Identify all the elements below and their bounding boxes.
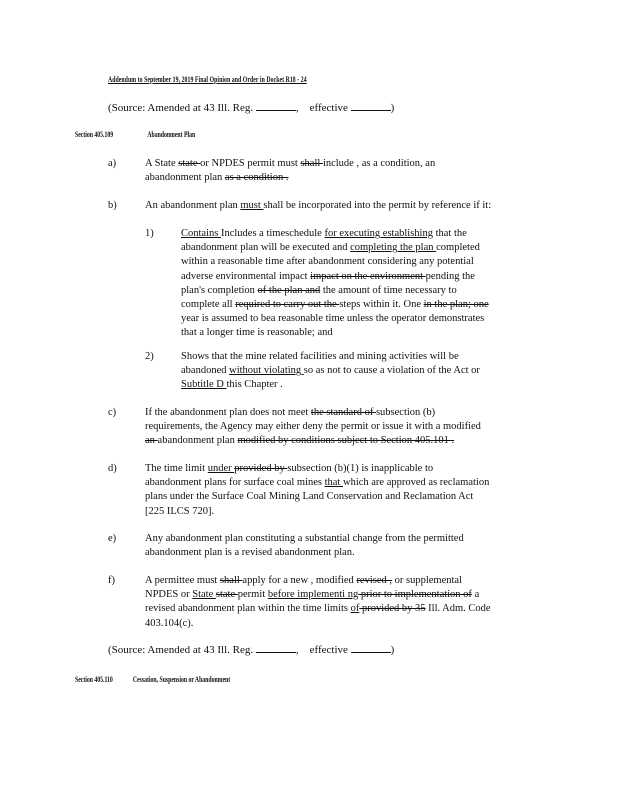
item-label-a: a)	[108, 158, 117, 169]
effective-blank	[351, 101, 391, 111]
item-label-b: b)	[108, 200, 117, 211]
section-heading-405-109	[75, 130, 195, 139]
section-title: Cessation, Suspension or Abandonment	[132, 675, 231, 684]
item-b-text: An abandonment plan must shall be incorporated into the permit by reference if it:	[145, 200, 492, 211]
effective-label: effective	[309, 102, 348, 114]
effective-blank	[351, 643, 391, 653]
item-label-b2: 2)	[145, 351, 154, 362]
source-text: (Source: Amended at 43 Ill. Reg.	[108, 102, 254, 114]
reg-blank	[256, 643, 296, 653]
item-label-f: f)	[108, 575, 115, 586]
section-heading-405-110	[75, 675, 230, 684]
source-text: (Source: Amended at 43 Ill. Reg.	[108, 644, 254, 656]
item-label-d: d)	[108, 463, 117, 474]
effective-label: effective	[309, 644, 348, 656]
item-label-b1: 1)	[145, 228, 154, 239]
section-number: Section 405.109	[75, 130, 114, 139]
section-number: Section 405.110	[75, 675, 113, 684]
item-label-e: e)	[108, 533, 117, 544]
item-f-text: A permittee must shall apply for a new , modified revised , or supplemental NPDES or State state permit before implementi ng prior to implementation of a revised abandonment plan within the time limits of provided by 35 Ill. Adm. Code 403.104(c).	[145, 575, 491, 629]
section-title: Abandonment Plan	[147, 130, 196, 139]
source-note-2: (Source: Amended at 43 Ill. Reg. , effective )	[108, 644, 395, 656]
source-note-1: (Source: Amended at 43 Ill. Reg. , effective )	[108, 102, 395, 114]
reg-blank	[256, 101, 296, 111]
item-label-c: c)	[108, 407, 117, 418]
item-c-text: If the abandonment plan does not meet the standard of subsection (b) requirements, the Agency may either deny the permit or issue it with a modified an abandonment plan modified by conditions subject to Section 405.101 .	[145, 407, 481, 447]
item-b1-text: Contains Includes a timeschedule for executing establishing that the abandonment plan will be executed and completing the plan completed within a reasonable time after abandonment considering any potential adverse environmental impact impact on the environment pending the plan's completion of the plan and the amount of time necessary to complete all required to carry out the steps within it. One in the plan; one year is assumed to bea reasonable time unless the operator demonstrates that a longer time is reasonable; and	[181, 228, 489, 339]
item-a-text: A State state or NPDES permit must shall include , as a condition, an abandonment plan as a condition .	[145, 158, 436, 184]
item-d-text: The time limit under provided by subsection (b)(1) is inapplicable to abandonment plans for surface coal mines that which are approved as reclamation plans under the Surface Coal Mining Land Conservation and Reclamation Act [225 ILCS 720].	[145, 463, 490, 517]
header-line: Addendum to September 19, 2019 Final Opinion and Order in Docket R18 - 24	[108, 75, 307, 84]
item-e-text: Any abandonment plan constituting a substantial change from the permitted abandonment plan is a revised abandonment plan.	[145, 533, 464, 559]
item-b2-text: Shows that the mine related facilities and mining activities will be abandoned without violating so as not to cause a violation of the Act or Subtitle D this Chapter .	[181, 351, 480, 391]
